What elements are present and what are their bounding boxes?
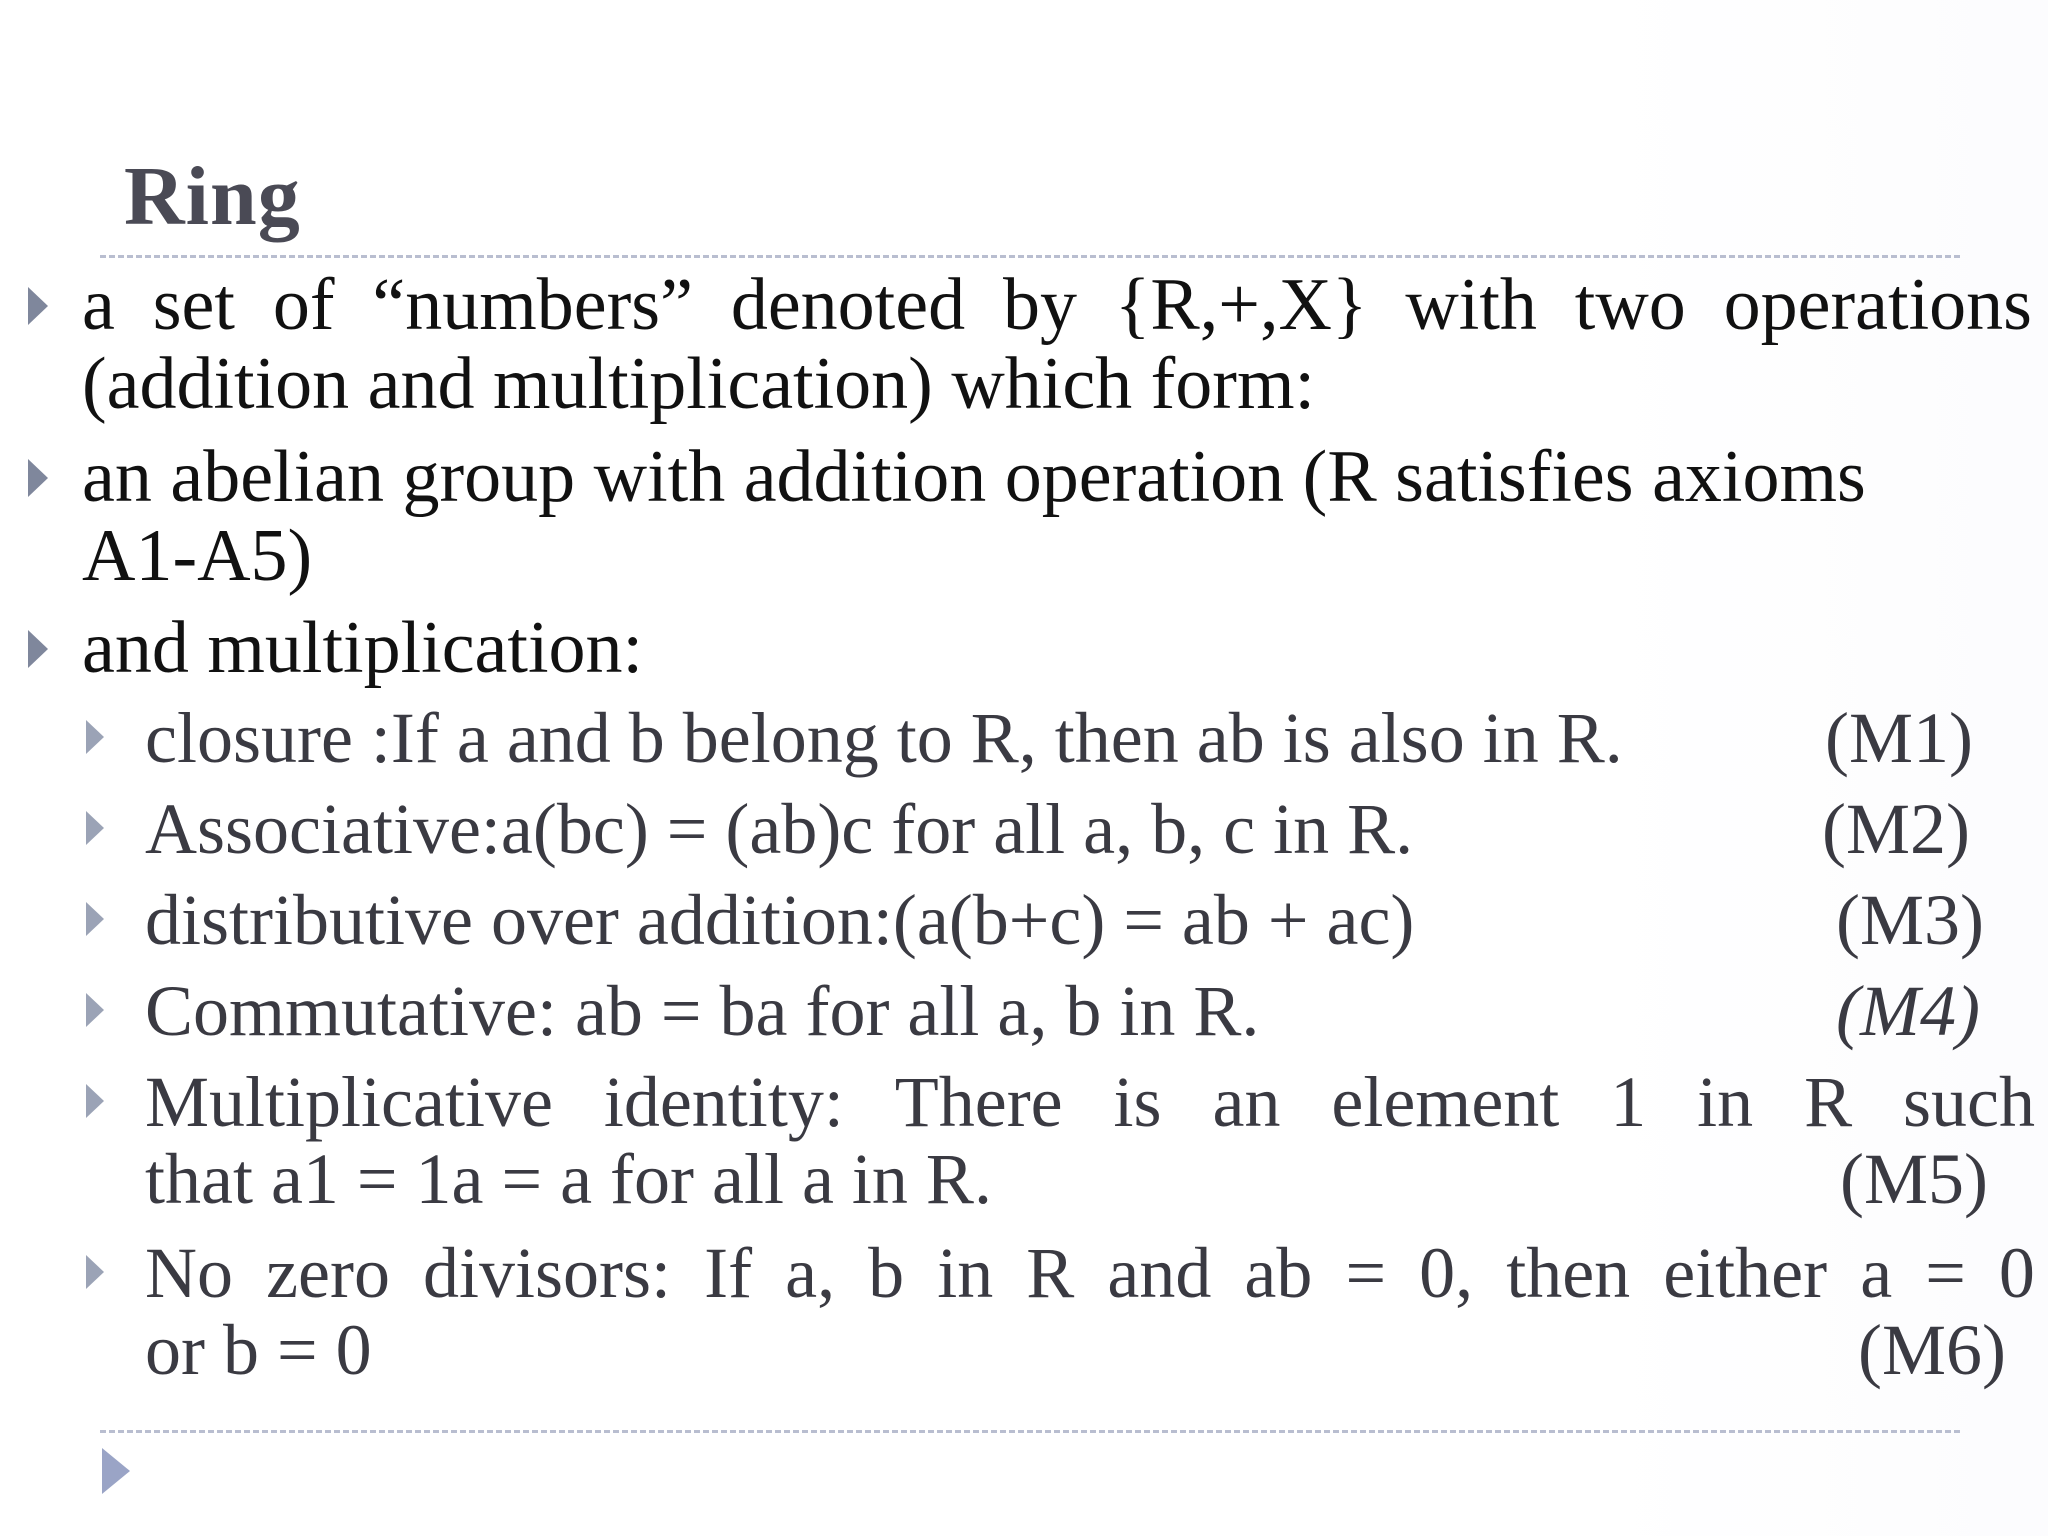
- sub-bullet-arrow-icon: [86, 993, 104, 1027]
- axiom-m6-tag: (M6): [1858, 1310, 2006, 1390]
- axiom-m2-tag: (M2): [1822, 789, 1970, 869]
- bullet-3-line-1: and multiplication:: [82, 607, 644, 689]
- bullet-arrow-icon: [28, 459, 48, 497]
- axiom-m5-line-1: Multiplicative identity: There is an element 1 in R such: [145, 1062, 2035, 1142]
- empty-bullet-arrow-icon: [102, 1448, 130, 1494]
- bullet-1-line-2: (addition and multiplication) which form:: [82, 343, 1316, 425]
- bullet-1-line-1: a set of “numbers” denoted by {R,+,X} with two operations: [82, 264, 2032, 346]
- sub-bullet-arrow-icon: [86, 1084, 104, 1118]
- sub-bullet-arrow-icon: [86, 1255, 104, 1289]
- bullet-2-line-2: A1-A5): [82, 515, 313, 597]
- axiom-m6-line-1: No zero divisors: If a, b in R and ab = 0, then either a = 0: [145, 1233, 2035, 1313]
- axiom-m1-text: closure :If a and b belong to R, then ab is also in R.: [145, 698, 1623, 778]
- sub-bullet-arrow-icon: [86, 811, 104, 845]
- axiom-m6-line-2: or b = 0: [145, 1310, 372, 1390]
- axiom-m4-text: Commutative: ab = ba for all a, b in R.: [145, 971, 1260, 1051]
- axiom-m3-text: distributive over addition:(a(b+c) = ab + ac): [145, 880, 1415, 960]
- axiom-m1-tag: (M1): [1825, 698, 1973, 778]
- axiom-m3-tag: (M3): [1836, 880, 1984, 960]
- axiom-m4-tag: (M4): [1836, 971, 1980, 1051]
- title-divider: [100, 255, 1960, 258]
- sub-bullet-arrow-icon: [86, 902, 104, 936]
- axiom-m5-line-2: that a1 = 1a = a for all a in R.: [145, 1139, 992, 1219]
- bullet-2-line-1: an abelian group with addition operation (R satisfies axioms: [82, 436, 1866, 518]
- bullet-arrow-icon: [28, 287, 48, 325]
- slide-title: Ring: [124, 150, 301, 243]
- axiom-m5-tag: (M5): [1840, 1139, 1988, 1219]
- axiom-m2-text: Associative:a(bc) = (ab)c for all a, b, c in R.: [145, 789, 1414, 869]
- bullet-arrow-icon: [28, 630, 48, 668]
- sub-bullet-arrow-icon: [86, 720, 104, 754]
- footer-divider: [100, 1430, 1960, 1433]
